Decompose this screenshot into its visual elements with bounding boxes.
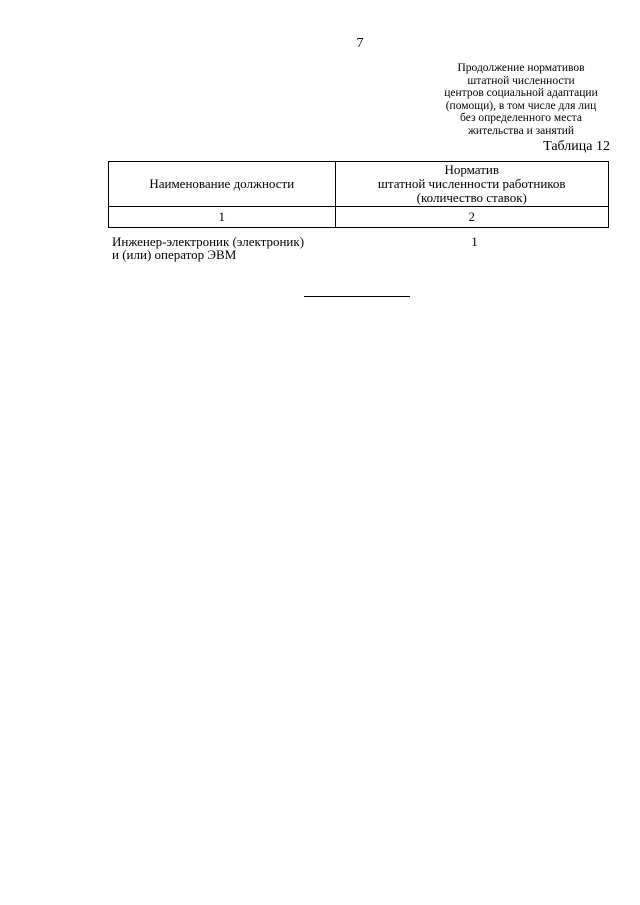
header-position-name [109,162,336,207]
position-name-line: Инженер-электроник (электроник) [112,234,305,249]
position-name-line: и (или) оператор ЭВМ [112,247,237,262]
column-number: 1 [109,207,336,228]
column-number-row [109,207,609,228]
heading-line: жительства и занятий [467,124,575,137]
header-line: штатной численности работников [377,176,566,191]
heading-line: центров социальной адаптации [444,87,598,99]
column-number: 2 [335,207,609,228]
heading-line: без определенного места [460,112,582,124]
heading-line: (помощи), в том числе для лиц [445,99,597,112]
end-divider [304,296,410,297]
staffing-norm-cell: 1 [471,234,478,249]
page-number: 7 [356,36,364,51]
table-label: Таблица 12 [543,139,610,154]
header-line: Норматив [444,162,500,177]
header-line: Наименование должности [149,176,295,191]
heading-line: штатной численности [467,74,575,87]
header-line: (количество ставок) [416,190,527,205]
table-header-row [109,162,609,207]
header-staffing-norm [335,162,609,207]
staffing-norms-table [108,161,609,228]
position-name-cell [112,235,338,261]
document-heading [410,62,632,137]
heading-line: Продолжение нормативов [457,62,585,74]
